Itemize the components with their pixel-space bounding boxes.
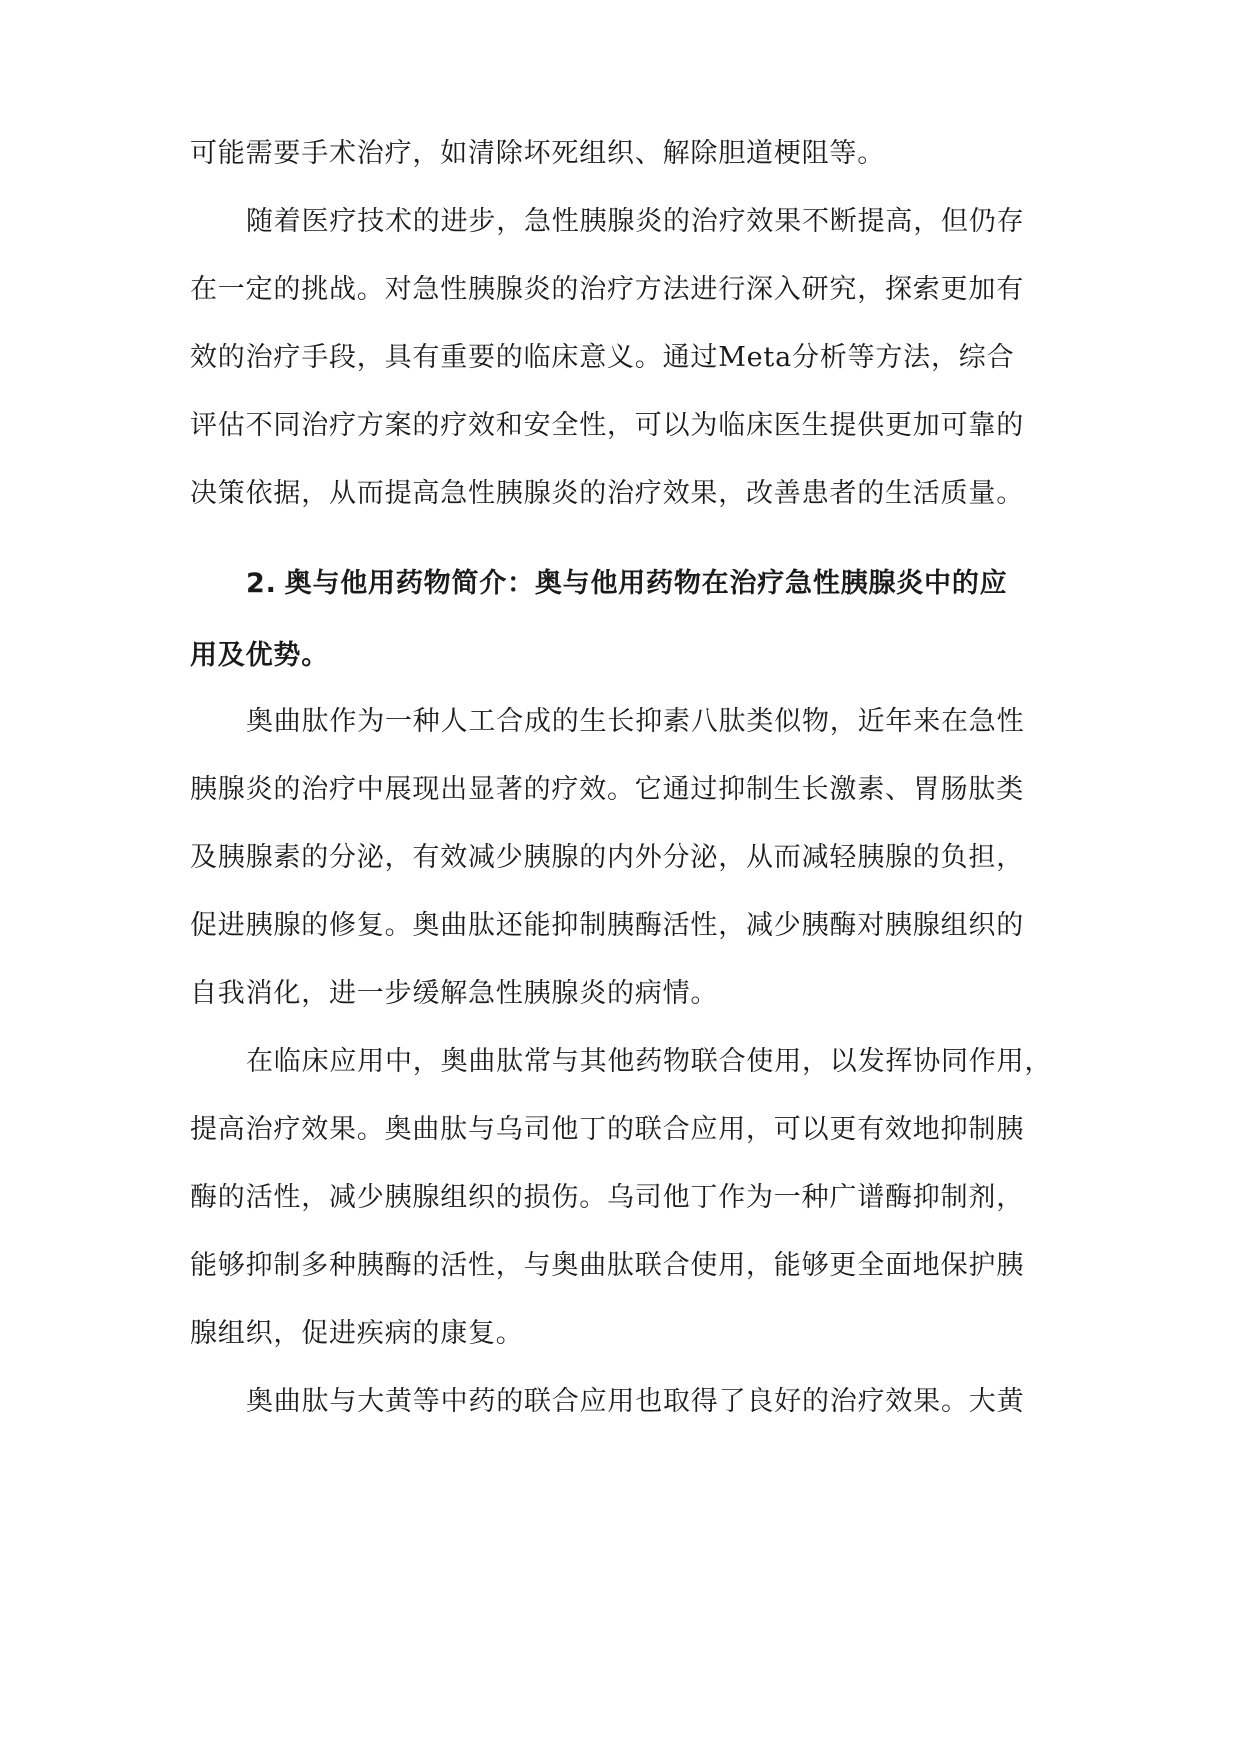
paragraph-line: 腺组织，促进疾病的康复。	[190, 1318, 524, 1349]
paragraph-line: 提高治疗效果。奥曲肽与乌司他丁的联合应用，可以更有效地抑制胰	[190, 1114, 1024, 1145]
paragraph-line: 促进胰腺的修复。奥曲肽还能抑制胰酶活性，减少胰酶对胰腺组织的	[190, 910, 1024, 941]
paragraph-line: 自我消化，进一步缓解急性胰腺炎的病情。	[190, 978, 719, 1009]
paragraph-line: 及胰腺素的分泌，有效减少胰腺的内外分泌，从而减轻胰腺的负担，	[190, 842, 1024, 873]
paragraph-line: 效的治疗手段，具有重要的临床意义。通过Meta分析等方法，综合	[190, 342, 1015, 373]
paragraph-line: 评估不同治疗方案的疗效和安全性，可以为临床医生提供更加可靠的	[190, 410, 1024, 441]
paragraph-line: 奥曲肽作为一种人工合成的生长抑素八肽类似物，近年来在急性	[246, 706, 1025, 737]
paragraph-line: 酶的活性，减少胰腺组织的损伤。乌司他丁作为一种广谱酶抑制剂，	[190, 1182, 1024, 1213]
section-heading-continuation: 用及优势。	[190, 640, 329, 671]
paragraph-line: 在一定的挑战。对急性胰腺炎的治疗方法进行深入研究，探索更加有	[190, 274, 1024, 305]
paragraph-line: 决策依据，从而提高急性胰腺炎的治疗效果，改善患者的生活质量。	[190, 478, 1024, 509]
section-number: 2.	[246, 568, 277, 599]
paragraph-line: 能够抑制多种胰酶的活性，与奥曲肽联合使用，能够更全面地保护胰	[190, 1250, 1024, 1281]
section-heading	[246, 564, 1050, 604]
paragraph-line: 在临床应用中，奥曲肽常与其他药物联合使用，以发挥协同作用，	[246, 1046, 1053, 1077]
paragraph-line: 可能需要手术治疗，如清除坏死组织、解除胆道梗阻等。	[190, 138, 885, 169]
paragraph-line: 胰腺炎的治疗中展现出显著的疗效。它通过抑制生长激素、胃肠肽类	[190, 774, 1024, 805]
paragraph-line: 奥曲肽与大黄等中药的联合应用也取得了良好的治疗效果。大黄	[246, 1386, 1025, 1417]
paragraph-line: 随着医疗技术的进步，急性胰腺炎的治疗效果不断提高，但仍存	[246, 206, 1025, 237]
section-heading-text: 奥与他用药物简介：奥与他用药物在治疗急性胰腺炎中的应	[284, 568, 1008, 599]
